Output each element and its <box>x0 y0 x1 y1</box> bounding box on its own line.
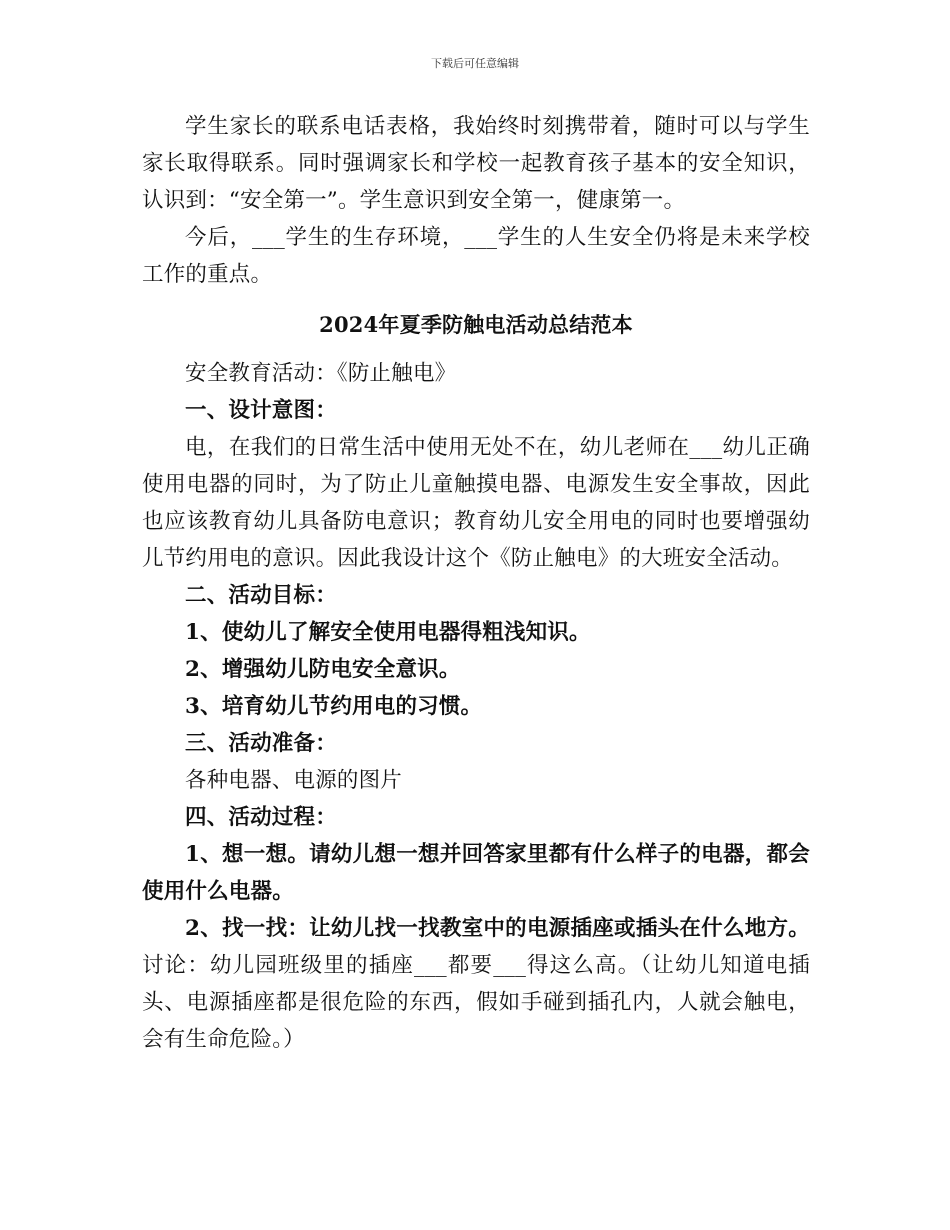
process-step-2-discussion: 讨论：幼儿园班级里的插座___都要___得这么高。（让幼儿知道电插头、电源插座都是很危险的东西，假如手碰到插孔内，人就会触电，会有生命危险。） <box>142 953 810 1052</box>
process-step-2-lead: 2、找一找：让幼儿找一找教室中的电源插座或插头在什么地方。 <box>185 916 810 941</box>
process-step-1: 1、想一想。请幼儿想一想并回答家里都有什么样子的电器，都会使用什么电器。 <box>142 842 810 904</box>
page-header: 下载后可任意编辑 <box>431 57 519 70</box>
activity-name: 安全教育活动：《防止触电》 <box>185 361 457 386</box>
section-heading-preparation: 三、活动准备： <box>185 731 337 756</box>
design-intent-paragraph: 电，在我们的日常生活中使用无处不在，幼儿老师在___幼儿正确使用电器的同时，为了防止儿童触摸电器、电源发生安全事故，因此也应该教育幼儿具备防电意识；教育幼儿安全用电的同时也要增强幼儿节约用电的意识。因此我设计这个《防止触电》的大班安全活动。 <box>142 435 810 571</box>
goal-item-3: 3、培育幼儿节约用电的习惯。 <box>185 694 483 719</box>
document-body <box>142 108 810 1058</box>
intro-paragraph-2: 今后，___学生的生存环境，___学生的人生安全仍将是未来学校工作的重点。 <box>142 225 810 287</box>
process-step-2 <box>142 910 810 1058</box>
goal-item-2: 2、增强幼儿防电安全意识。 <box>185 657 461 682</box>
section-heading-design: 一、设计意图： <box>185 398 337 423</box>
document-title: 2024年夏季防触电活动总结范本 <box>319 312 633 337</box>
goal-item-1: 1、使幼儿了解安全使用电器得粗浅知识。 <box>185 620 591 645</box>
section-heading-process: 四、活动过程： <box>185 805 337 830</box>
preparation-text: 各种电器、电源的图片 <box>185 768 403 793</box>
intro-paragraph-1: 学生家长的联系电话表格，我始终时刻携带着，随时可以与学生家长取得联系。同时强调家长和学校一起教育孩子基本的安全知识，认识到：“安全第一”。学生意识到安全第一，健康第一。 <box>142 114 810 213</box>
section-heading-goals: 二、活动目标： <box>185 583 337 608</box>
